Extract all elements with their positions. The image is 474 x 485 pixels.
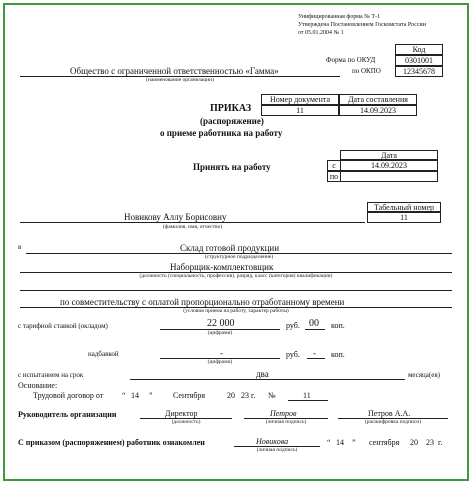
hire-label: Принять на работу xyxy=(193,162,271,172)
rate-hint: (цифрами) xyxy=(207,330,233,336)
to-label: по xyxy=(327,171,341,182)
head-name-hint: (расшифровка подписи) xyxy=(364,419,422,425)
organization-name: Общество с ограниченной ответственностью «Гамма» xyxy=(70,66,279,76)
contract-number: 11 xyxy=(303,391,311,400)
employee-hint: (фамилия, имя, отчество) xyxy=(162,224,223,230)
doc-date-value: 14.09.2023 xyxy=(339,105,417,116)
bonus-kopecks: - xyxy=(313,348,316,358)
position-name: Наборщик-комплектовщик xyxy=(170,262,274,272)
in-label: в xyxy=(18,243,22,251)
rate-label: с тарифной ставкой (окладом) xyxy=(18,322,108,330)
bonus-rubles: - xyxy=(220,348,223,358)
head-label: Руководитель организации xyxy=(18,410,117,419)
order-title: ПРИКАЗ xyxy=(210,103,252,114)
conditions-hint: (условия приема на работу, характер работы) xyxy=(183,308,289,314)
contract-year-label: г. xyxy=(251,391,256,400)
contract-day: 14 xyxy=(131,391,139,400)
tab-number-value: 11 xyxy=(367,212,441,223)
ack-day: 14 xyxy=(336,438,344,447)
doc-number-header: Номер документа xyxy=(261,94,339,105)
rate-kopecks: 00 xyxy=(309,318,319,329)
months-label: месяца(ев) xyxy=(408,371,440,379)
organization-hint: (наименование организации) xyxy=(146,77,214,83)
to-date xyxy=(340,171,438,182)
okpo-value: 12345678 xyxy=(395,66,443,77)
contract-year-suffix: 23 xyxy=(241,391,249,400)
okud-label: Форма по ОКУД xyxy=(326,56,376,64)
ack-quote-open: “ xyxy=(327,438,331,447)
doc-date-header: Дата составления xyxy=(339,94,417,105)
head-signature-hint: (личная подпись) xyxy=(265,419,307,425)
bonus-rub-label: руб. xyxy=(286,350,300,359)
ack-quote-close: ” xyxy=(352,438,356,447)
ack-year-suffix: 23 xyxy=(426,438,434,447)
code-header: Код xyxy=(395,44,443,55)
date-header: Дата xyxy=(340,150,438,160)
rub-label: руб. xyxy=(286,321,300,330)
from-date: 14.09.2023 xyxy=(340,160,438,171)
department-name: Склад готовой продукции xyxy=(180,243,280,253)
ack-signature-hint: (личная подпись) xyxy=(256,447,298,453)
probation-value: два xyxy=(256,369,269,379)
ack-signature: Новикова xyxy=(256,437,289,446)
order-subtitle: (распоряжение) xyxy=(200,116,264,126)
ack-year-label: г. xyxy=(438,438,443,447)
position-hint: (должность (специальность, профессия), разряд, класс (категория) квалификации) xyxy=(139,273,333,279)
doc-number-value: 11 xyxy=(261,105,339,116)
head-signature: Петров xyxy=(270,409,297,418)
bonus-kop-label: коп. xyxy=(331,350,345,359)
probation-label: с испытанием на срок xyxy=(18,371,84,379)
form-header-line3: от 05.01.2004 № 1 xyxy=(298,30,344,36)
bonus-hint: (цифрами) xyxy=(207,359,233,365)
employee-name: Новикову Аллу Борисовну xyxy=(124,212,227,222)
head-name: Петров А.А. xyxy=(368,409,411,418)
kop-label: коп. xyxy=(331,321,345,330)
department-hint: (структурное подразделение) xyxy=(204,254,274,260)
okud-value: 0301001 xyxy=(395,55,443,66)
order-topic: о приеме работника на работу xyxy=(160,128,283,138)
ack-label: С приказом (распоряжением) работник ознакомлен xyxy=(18,438,205,447)
head-position: Директор xyxy=(165,409,198,418)
contract-label: Трудовой договор от xyxy=(33,391,104,400)
basis-label: Основание: xyxy=(18,381,58,390)
bonus-label: надбавкой xyxy=(88,350,119,358)
contract-quote-open: “ xyxy=(122,391,126,400)
contract-quote-close: ” xyxy=(149,391,153,400)
okpo-label: по ОКПО xyxy=(352,67,381,75)
from-label: с xyxy=(327,160,341,171)
tab-number-header: Табельный номер xyxy=(367,202,441,212)
form-header-line2: Утверждена Постановлением Госкомстата России xyxy=(298,22,426,28)
ack-month: сентября xyxy=(369,438,400,447)
contract-month: Сентября xyxy=(173,391,206,400)
rate-rubles: 22 000 xyxy=(207,318,235,329)
contract-year-prefix: 20 xyxy=(227,391,235,400)
form-header-line1: Унифицированная форма № Т-1 xyxy=(298,14,381,20)
contract-number-label: № xyxy=(268,391,276,400)
head-position-hint: (должность) xyxy=(171,419,201,425)
conditions-value: по совместительству с оплатой пропорционально отработанному времени xyxy=(60,297,345,307)
ack-year-prefix: 20 xyxy=(410,438,418,447)
